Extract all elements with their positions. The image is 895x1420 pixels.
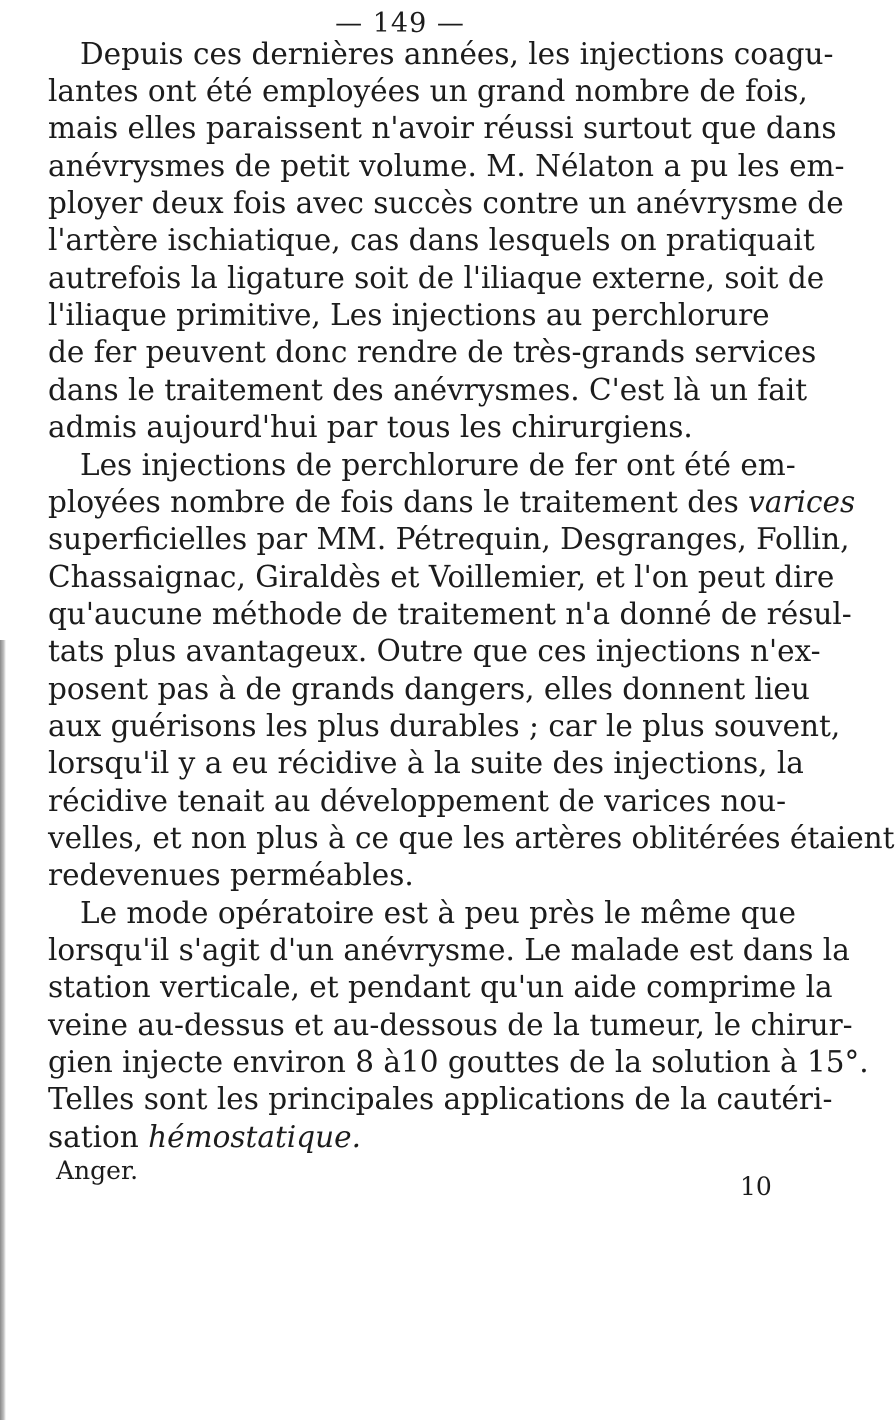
text-segment: ployées nombre de fois dans le traitement des	[48, 485, 739, 519]
text-line: Telles sont les principales applications de la cautéri-	[48, 1082, 833, 1116]
text-line: lorsqu'il s'agit d'un anévrysme. Le malade est dans la	[48, 933, 850, 967]
text-line: anévrysmes de petit volume. M. Nélaton a pu les em-	[48, 149, 845, 183]
text-line: récidive tenait au développement de varices nou-	[48, 784, 787, 818]
text-line: mais elles paraissent n'avoir réussi surtout que dans	[48, 111, 837, 145]
text-line: l'artère ischiatique, cas dans lesquels on pratiquait	[48, 223, 815, 257]
text-line: station verticale, et pendant qu'un aide comprime la	[48, 970, 833, 1004]
text-line: lorsqu'il y a eu récidive à la suite des injections, la	[48, 746, 804, 780]
text-line: tats plus avantageux. Outre que ces injections n'ex-	[48, 634, 821, 668]
text-line: de fer peuvent donc rendre de très-grands services	[48, 335, 817, 369]
text-line: Le mode opératoire est à peu près le même que	[80, 896, 796, 930]
text-line: ployer deux fois avec succès contre un anévrysme de	[48, 186, 844, 220]
text-line: velles, et non plus à ce que les artères oblitérées étaient	[48, 821, 895, 855]
text-line: gien injecte environ 8 à10 gouttes de la solution à 15°.	[48, 1045, 869, 1079]
page-number: — 149 —	[335, 8, 465, 39]
text-line: dans le traitement des anévrysmes. C'est là un fait	[48, 373, 808, 407]
text-segment: sation	[48, 1120, 139, 1154]
text-line: lantes ont été employées un grand nombre de fois,	[48, 74, 808, 108]
text-line	[48, 484, 856, 521]
text-line: posent pas à de grands dangers, elles donnent lieu	[48, 672, 810, 706]
text-line: Depuis ces dernières années, les injections coagu-	[80, 37, 834, 71]
text-line: veine au-dessus et au-dessous de la tumeur, le chirur-	[48, 1008, 853, 1042]
text-line: autrefois la ligature soit de l'iliaque externe, soit de	[48, 261, 825, 295]
text-line: admis aujourd'hui par tous les chirurgiens.	[48, 410, 693, 444]
text-line: Chassaignac, Giraldès et Voillemier, et l'on peut dire	[48, 560, 835, 594]
sheet-number: 10	[740, 1172, 772, 1201]
text-line: Les injections de perchlorure de fer ont été em-	[80, 448, 796, 482]
italic-term: varices	[748, 485, 856, 519]
text-line: qu'aucune méthode de traitement n'a donné de résul-	[48, 597, 852, 631]
page-binding-edge	[0, 640, 6, 1420]
text-line	[48, 1119, 766, 1156]
text-line: l'iliaque primitive, Les injections au perchlorure	[48, 298, 770, 332]
text-line: aux guérisons les plus durables ; car le plus souvent,	[48, 709, 841, 743]
text-line: superficielles par MM. Pétrequin, Desgranges, Follin,	[48, 522, 850, 556]
printer-signature: Anger.	[56, 1156, 139, 1185]
italic-term: hémostatique.	[148, 1120, 361, 1154]
text-line: redevenues perméables.	[48, 858, 414, 892]
